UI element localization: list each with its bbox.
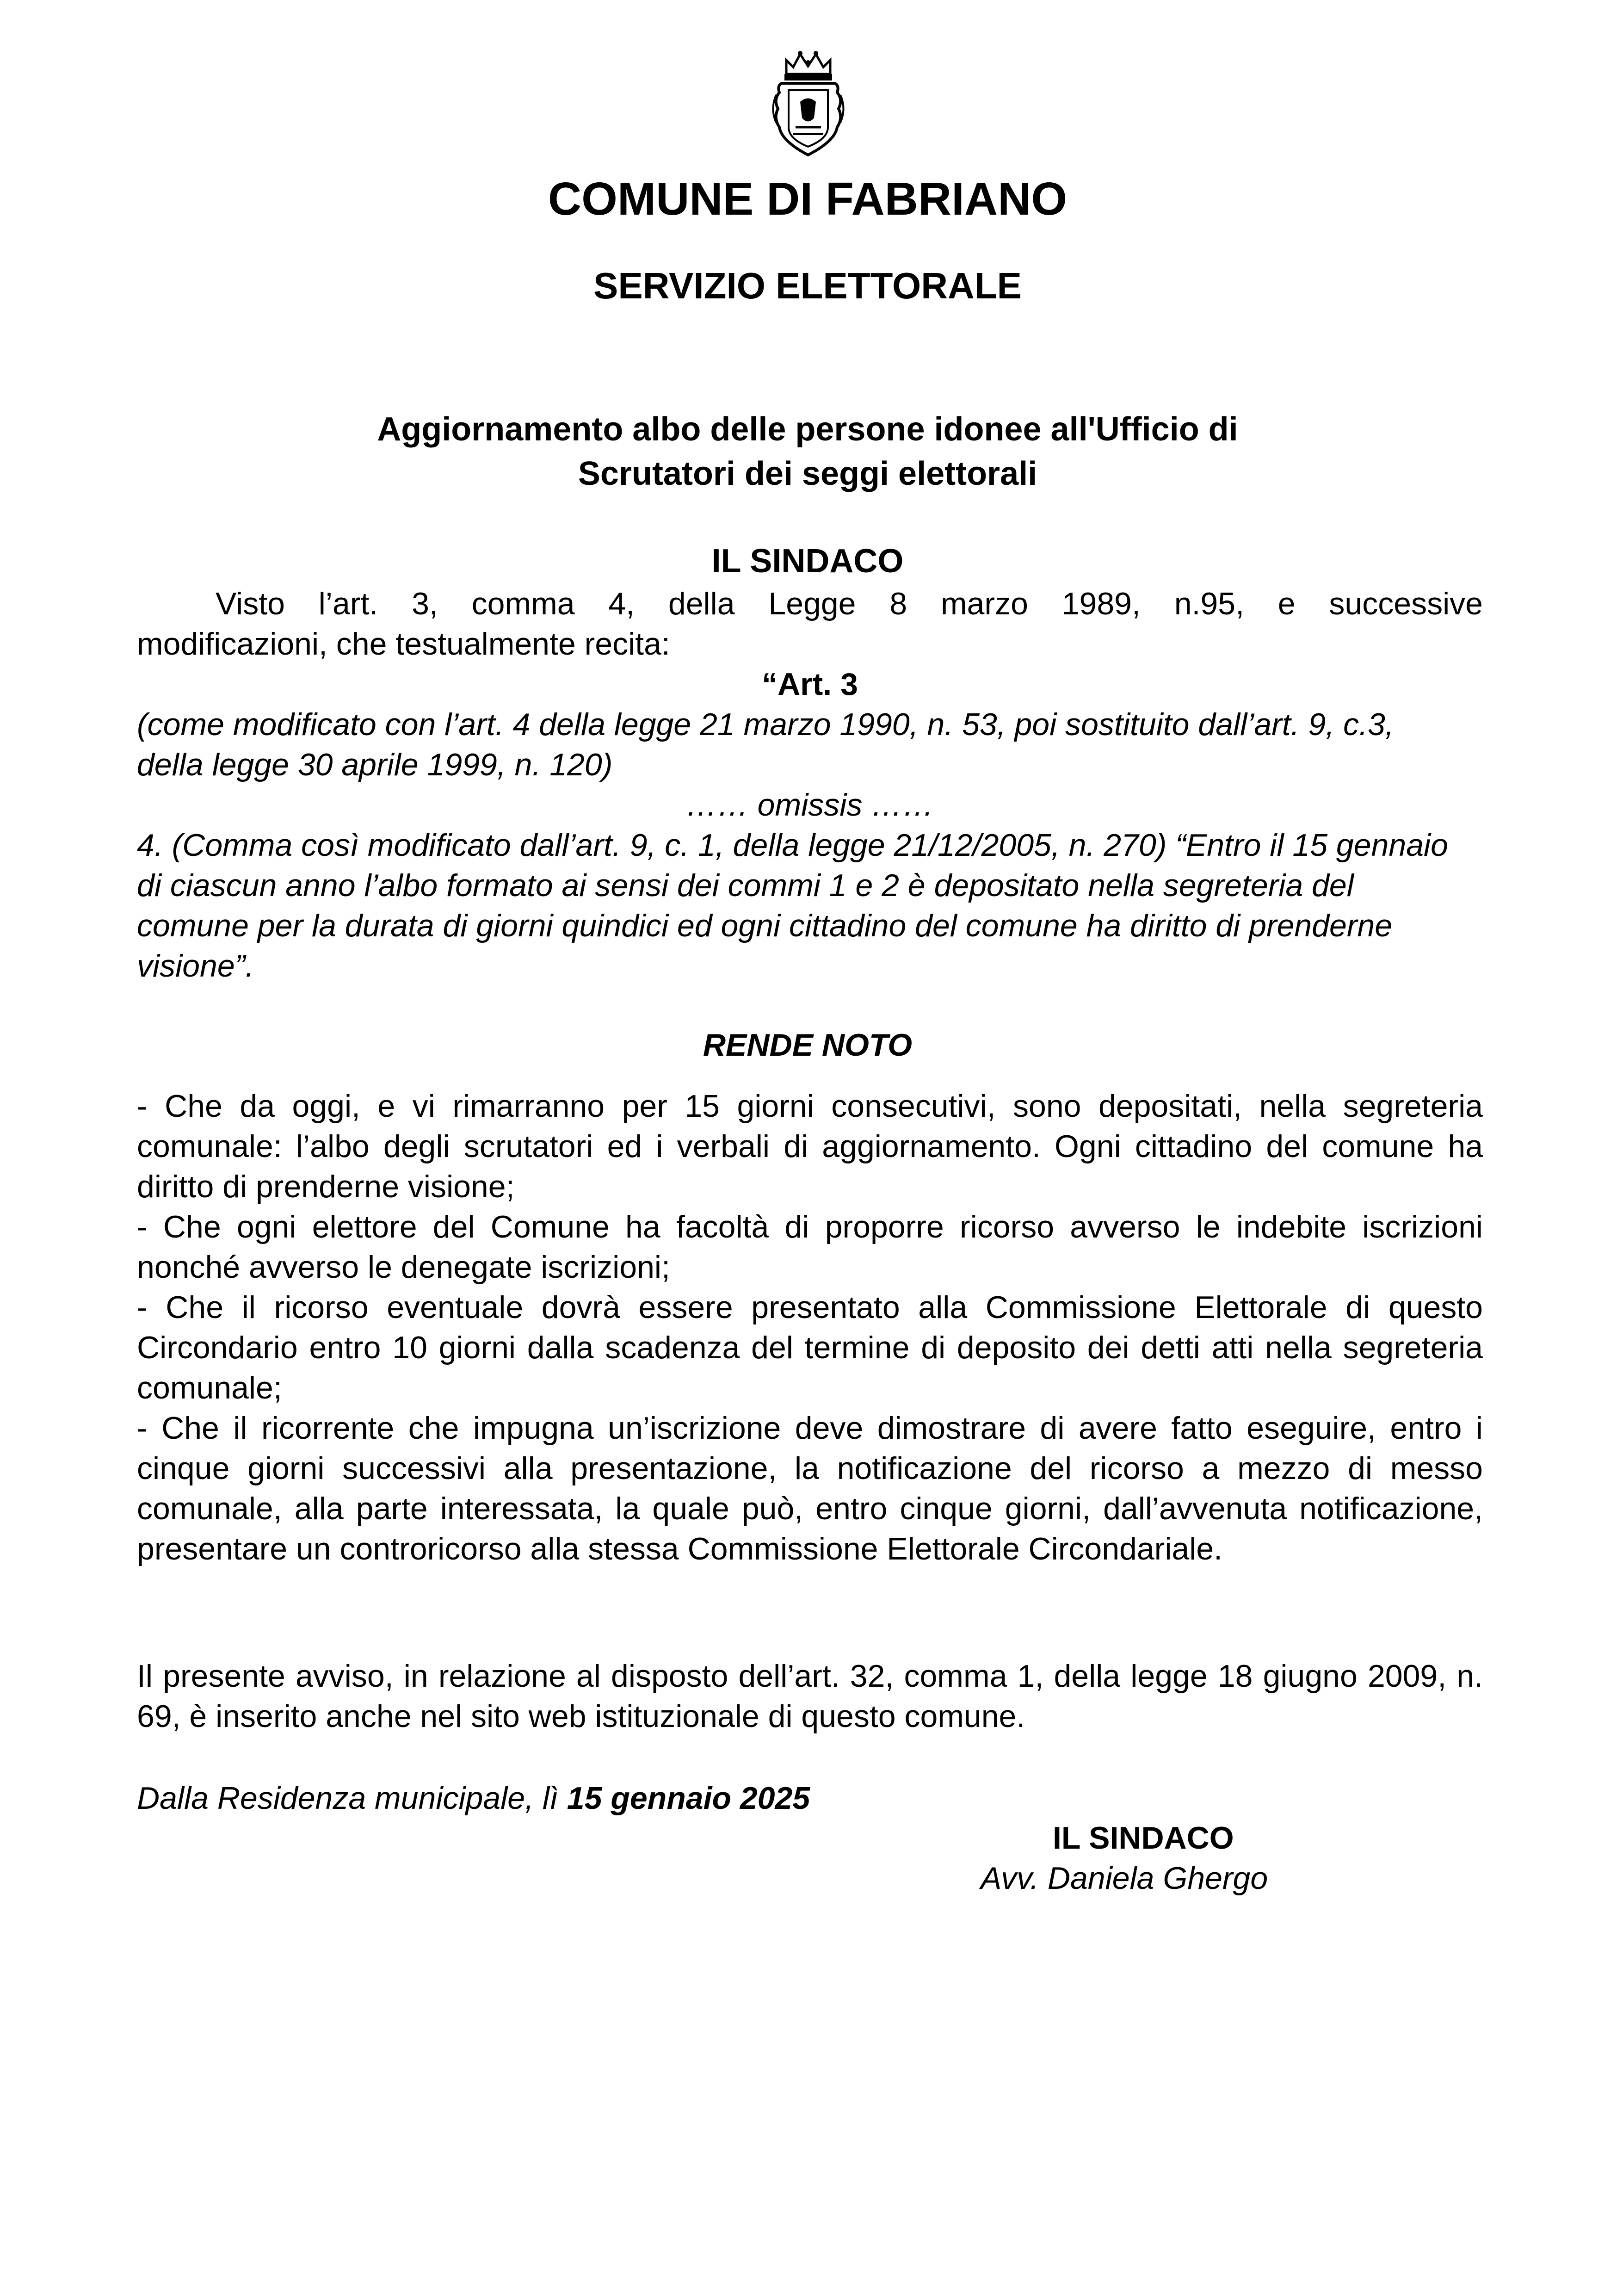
subject-line-1: Aggiornamento albo delle persone idonee all'Ufficio di [377, 411, 1238, 448]
coat-of-arms-icon [768, 49, 849, 160]
document-subject [137, 407, 1478, 496]
list-item: - Che il ricorso eventuale dovrà essere presentato alla Commissione Elettorale di questo Circondario entro 10 giorni dalla scadenza del termine di deposito dei detti atti nella segreteria comunale; [137, 1290, 1483, 1405]
notice-list [137, 1086, 1483, 1569]
signature-title: IL SINDACO [1053, 1820, 1234, 1856]
article-quote [137, 664, 1483, 986]
article-comma: 4. (Comma così modificato dall’art. 9, c. 1, della legge 21/12/2005, n. 270) “Entro il 15 gennaio di ciascun anno l’albo formato ai sensi dei commi 1 e 2 è depositato nella segreteria del comune per la durata di giorni quindici ed ogni cittadino del comune ha diritto di prenderne visione”. [137, 828, 1448, 984]
web-notice-paragraph: Il presente avviso, in relazione al disposto dell’art. 32, comma 1, della legge 18 giugno 2009, n. 69, è inserito anche nel sito web istituzionale di questo comune. [137, 1659, 1483, 1734]
closing-place: Dalla Residenza municipale, lì [137, 1781, 567, 1816]
closing-line [137, 1778, 1483, 1819]
intro-line-2: modificazioni, che testualmente recita: [137, 626, 670, 662]
list-item: - Che da oggi, e vi rimarranno per 15 giorni consecutivi, sono depositati, nella segreteria comunale: l’albo degli scrutatori ed i verbali di aggiornamento. Ogni cittadino del comune ha diritto di prenderne visione; [137, 1089, 1483, 1204]
intro-paragraph [137, 584, 1483, 664]
list-item: - Che il ricorrente che impugna un’iscrizione deve dimostrare di avere fatto eseguire, entro i cinque giorni successivi alla presentazione, la notificazione del ricorso a mezzo di messo comunale, alla parte interessata, la quale può, entro cinque giorni, dall’avvenuta notificazione, presentare un controricorso alla stessa Commissione Elettorale Circondariale. [137, 1411, 1483, 1566]
comune-title: COMUNE DI FABRIANO [548, 173, 1068, 225]
servizio-title: SERVIZIO ELETTORALE [593, 265, 1022, 306]
subject-line-2: Scrutatori dei seggi elettorali [578, 455, 1037, 492]
article-omissis: …… omissis …… [685, 787, 934, 823]
closing-date: 15 gennaio 2025 [567, 1781, 810, 1816]
sindaco-heading: IL SINDACO [711, 543, 904, 580]
signature-name: Avv. Daniela Ghergo [981, 1861, 1268, 1896]
rende-noto-heading: RENDE NOTO [703, 1027, 913, 1063]
intro-line-1: Visto l’art. 3, comma 4, della Legge 8 marzo 1989, n.95, e successive [216, 586, 1483, 621]
article-note: (come modificato con l’art. 4 della legge 21 marzo 1990, n. 53, poi sostituito dall’art. 9, c.3, della legge 30 aprile 1999, n. 120) [137, 707, 1394, 782]
list-item: - Che ogni elettore del Comune ha facoltà di proporre ricorso avverso le indebite iscrizioni nonché avverso le denegate iscrizioni; [137, 1209, 1483, 1285]
article-title: “Art. 3 [762, 667, 858, 702]
